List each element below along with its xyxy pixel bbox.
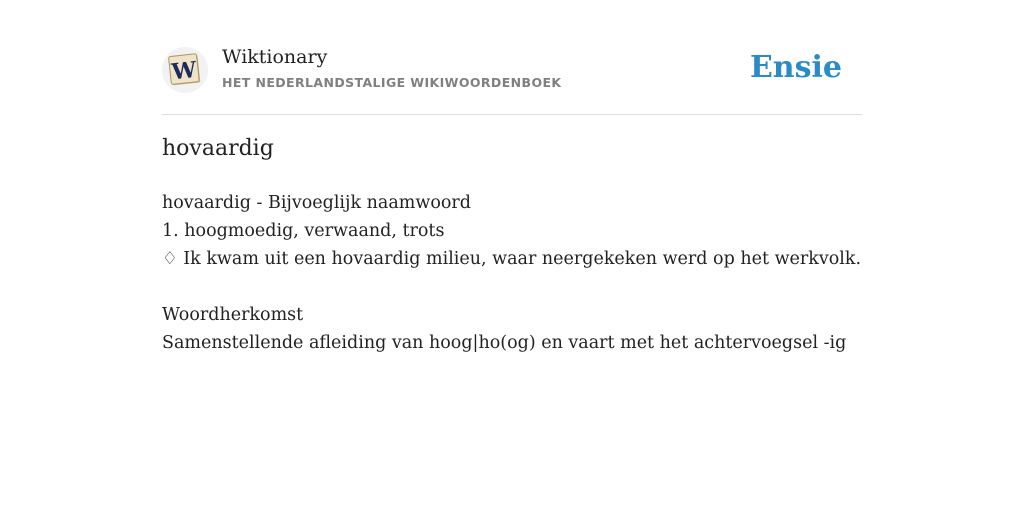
site-header — [162, 44, 862, 115]
wiktionary-logo-graphic — [162, 47, 208, 93]
part-of-speech-line: hovaardig - Bijvoeglijk naamwoord — [162, 193, 471, 213]
entry-content — [162, 189, 862, 357]
ensie-brand-link[interactable]: Ensie — [749, 50, 842, 85]
site-tagline: HET NEDERLANDSTALIGE WIKIWOORDENBOEK — [222, 75, 562, 90]
blank-spacer — [162, 273, 862, 301]
wiktionary-logo-icon[interactable] — [162, 47, 208, 93]
example-line: ♢ Ik kwam uit een hovaardig milieu, waar neergekeken werd op het werkvolk. — [162, 249, 862, 269]
svg-text:W: W — [170, 56, 198, 86]
page-title: hovaardig — [162, 136, 274, 161]
site-name[interactable]: Wiktionary — [222, 46, 328, 68]
etymology-text: Samenstellende afleiding van hoog|ho(og) en vaart met het achtervoegsel -ig — [162, 333, 847, 353]
etymology-heading: Woordherkomst — [162, 305, 304, 325]
definition-line: 1. hoogmoedig, verwaand, trots — [162, 221, 445, 241]
